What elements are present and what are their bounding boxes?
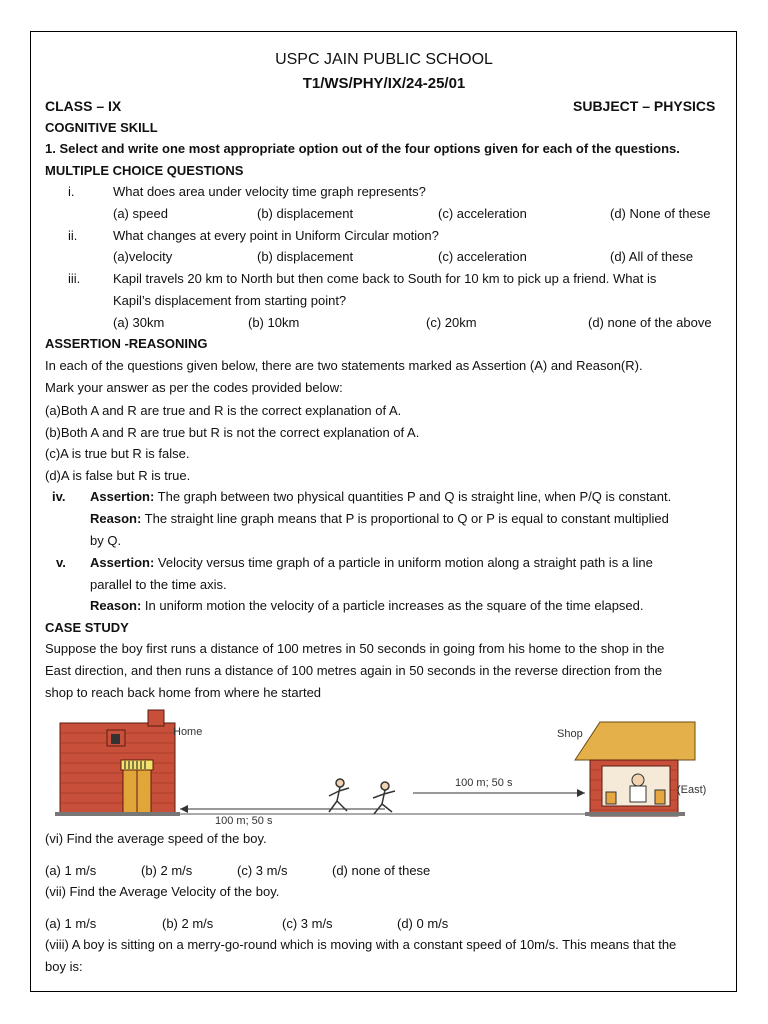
option: (a) 1 m/s xyxy=(45,863,97,878)
option: (d) None of these xyxy=(610,206,711,221)
ar-code: (a)Both A and R are true and R is the correct explanation of A. xyxy=(45,403,402,418)
reason xyxy=(90,511,669,526)
assertion-text: The graph between two physical quantities P and Q is straight line, when P/Q is constant. xyxy=(154,489,672,504)
assertion xyxy=(90,489,671,504)
school-name: USPC JAIN PUBLIC SCHOOL xyxy=(275,51,493,68)
runner-icon xyxy=(329,779,349,812)
cognitive-heading: COGNITIVE SKILL xyxy=(45,120,158,135)
reason-text: In uniform motion the velocity of a particle increases as the square of the time elapsed. xyxy=(141,598,644,613)
top-arrow-label: 100 m; 50 s xyxy=(455,777,513,789)
home-label: Home xyxy=(173,726,203,738)
reason-text: The straight line graph means that P is proportional to Q or P is equal to constant multiplied xyxy=(141,511,669,526)
home-shop-figure xyxy=(55,708,725,828)
ar-heading: ASSERTION -REASONING xyxy=(45,336,208,351)
question-text-cont: boy is: xyxy=(45,959,83,974)
worksheet-code: T1/WS/PHY/IX/24-25/01 xyxy=(302,75,466,92)
question-number: iii. xyxy=(68,271,81,286)
option: (c) 3 m/s xyxy=(282,916,333,931)
case-paragraph: East direction, and then runs a distance of 100 metres again in 50 seconds in the reverse direction from the xyxy=(45,663,663,678)
question-number: ii. xyxy=(68,228,78,243)
ar-code: (c)A is true but R is false. xyxy=(45,446,190,461)
shop-label: Shop xyxy=(557,728,583,740)
option: (d) none of these xyxy=(332,863,431,878)
home-building-icon xyxy=(55,710,180,816)
reason-label: Reason: xyxy=(90,511,142,526)
option: (c) 20km xyxy=(426,315,477,330)
reason-label: Reason: xyxy=(90,598,142,613)
reason xyxy=(90,598,644,613)
question-text: What changes at every point in Uniform Circular motion? xyxy=(113,228,439,243)
question-text: (vii) Find the Average Velocity of the boy. xyxy=(45,884,280,899)
instruction: 1. Select and write one most appropriate option out of the four options given for each of the questions. xyxy=(45,141,680,156)
option: (a) speed xyxy=(113,206,168,221)
reason-text-cont: by Q. xyxy=(90,533,122,548)
case-heading: CASE STUDY xyxy=(45,620,129,635)
question-text: (vi) Find the average speed of the boy. xyxy=(45,831,267,846)
option: (a) 30km xyxy=(113,315,165,330)
option: (a) 1 m/s xyxy=(45,916,97,931)
question-text-cont: Kapil’s displacement from starting point? xyxy=(113,293,347,308)
east-label: (East) xyxy=(677,784,707,796)
option: (c) acceleration xyxy=(438,206,527,221)
option: (c) acceleration xyxy=(438,249,527,264)
ar-intro: Mark your answer as per the codes provided below: xyxy=(45,380,343,395)
question-number: iv. xyxy=(52,489,66,504)
assertion-label: Assertion: xyxy=(90,489,155,504)
arrow-head-icon xyxy=(180,805,188,813)
option: (b) displacement xyxy=(257,249,354,264)
case-paragraph: Suppose the boy first runs a distance of 100 metres in 50 seconds in going from his home to the shop in the xyxy=(45,641,665,656)
bottom-arrow-label: 100 m; 50 s xyxy=(215,815,273,827)
option: (c) 3 m/s xyxy=(237,863,288,878)
assertion-label: Assertion: xyxy=(90,555,155,570)
option: (d) 0 m/s xyxy=(397,916,449,931)
subject-label: SUBJECT – PHYSICS xyxy=(573,98,716,114)
question-text: What does area under velocity time graph represents? xyxy=(113,184,426,199)
option: (b) displacement xyxy=(257,206,354,221)
shop-building-icon xyxy=(575,722,695,816)
question-text: (viii) A boy is sitting on a merry-go-round which is moving with a constant speed of 10m/s. This means that the xyxy=(45,937,677,952)
ar-intro: In each of the questions given below, there are two statements marked as Assertion (A) and Reason(R). xyxy=(45,358,643,373)
ar-code: (d)A is false but R is true. xyxy=(45,468,191,483)
option: (d) All of these xyxy=(610,249,694,264)
question-number: i. xyxy=(68,184,75,199)
class-label: CLASS – IX xyxy=(45,98,122,114)
assertion xyxy=(90,555,653,570)
option: (a)velocity xyxy=(113,249,173,264)
assertion-text: Velocity versus time graph of a particle in uniform motion along a straight path is a line xyxy=(154,555,653,570)
option: (b) 10km xyxy=(248,315,300,330)
option: (b) 2 m/s xyxy=(162,916,214,931)
arrow-head-icon xyxy=(577,789,585,797)
case-paragraph: shop to reach back home from where he started xyxy=(45,685,322,700)
question-number: v. xyxy=(56,555,66,570)
assertion-text-cont: parallel to the time axis. xyxy=(90,577,227,592)
question-text: Kapil travels 20 km to North but then come back to South for 10 km to pick up a friend. What is xyxy=(113,271,657,286)
ar-code: (b)Both A and R are true but R is not the correct explanation of A. xyxy=(45,425,420,440)
option: (d) none of the above xyxy=(588,315,712,330)
mcq-heading: MULTIPLE CHOICE QUESTIONS xyxy=(45,163,244,178)
option: (b) 2 m/s xyxy=(141,863,193,878)
